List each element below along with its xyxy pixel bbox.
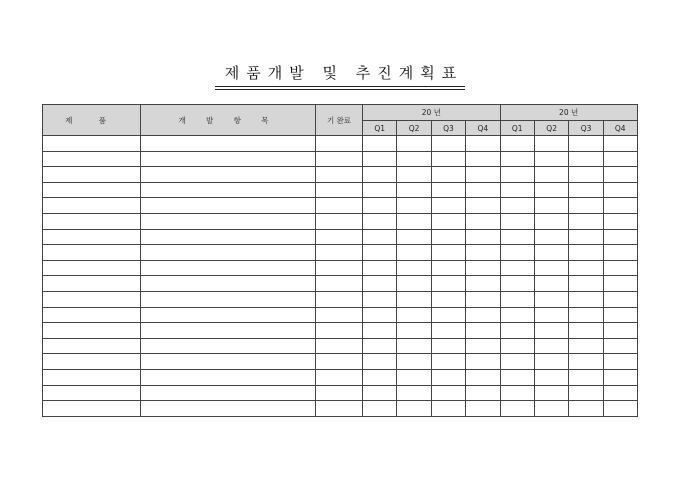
cell-year2-q3[interactable] [569,136,603,152]
cell-product[interactable] [43,151,141,167]
cell-year2-q2[interactable] [534,260,568,276]
cell-deadline[interactable] [316,182,363,198]
header-year2-q2: Q2 [534,121,568,136]
cell-year1-q2[interactable] [397,213,431,229]
cell-year2-q2[interactable] [534,198,568,214]
table-row [43,291,638,307]
plan-table-body [43,136,638,417]
cell-year2-q2[interactable] [534,385,568,401]
header-deadline: 기 완료 [316,105,363,136]
cell-year1-q4[interactable] [466,323,500,339]
cell-year1-q3[interactable] [431,167,465,183]
cell-year1-q3[interactable] [431,276,465,292]
cell-year2-q1[interactable] [500,182,534,198]
cell-year1-q1[interactable] [363,229,397,245]
cell-year2-q4[interactable] [603,167,637,183]
cell-product[interactable] [43,198,141,214]
cell-year2-q1[interactable] [500,198,534,214]
cell-year1-q4[interactable] [466,354,500,370]
table-row [43,323,638,339]
cell-year1-q2[interactable] [397,385,431,401]
cell-deadline[interactable] [316,369,363,385]
cell-product[interactable] [43,291,141,307]
table-row [43,151,638,167]
cell-year2-q3[interactable] [569,401,603,417]
cell-year1-q2[interactable] [397,307,431,323]
cell-deadline[interactable] [316,213,363,229]
cell-product[interactable] [43,167,141,183]
cell-year1-q2[interactable] [397,291,431,307]
table-row [43,167,638,183]
cell-year1-q2[interactable] [397,167,431,183]
cell-year2-q2[interactable] [534,229,568,245]
table-row [43,136,638,152]
cell-product[interactable] [43,260,141,276]
cell-year1-q4[interactable] [466,198,500,214]
cell-deadline[interactable] [316,151,363,167]
cell-year1-q3[interactable] [431,291,465,307]
cell-year1-q1[interactable] [363,213,397,229]
cell-product[interactable] [43,369,141,385]
cell-product[interactable] [43,385,141,401]
cell-year2-q4[interactable] [603,182,637,198]
cell-year2-q3[interactable] [569,354,603,370]
cell-year1-q1[interactable] [363,276,397,292]
cell-year2-q1[interactable] [500,229,534,245]
cell-year1-q3[interactable] [431,229,465,245]
cell-year1-q3[interactable] [431,151,465,167]
cell-year1-q3[interactable] [431,338,465,354]
cell-year1-q3[interactable] [431,323,465,339]
cell-dev-item[interactable] [141,385,316,401]
cell-year2-q3[interactable] [569,385,603,401]
cell-year1-q2[interactable] [397,338,431,354]
cell-year2-q1[interactable] [500,323,534,339]
cell-product[interactable] [43,338,141,354]
cell-year2-q1[interactable] [500,338,534,354]
cell-year2-q4[interactable] [603,151,637,167]
cell-dev-item[interactable] [141,291,316,307]
cell-year2-q4[interactable] [603,213,637,229]
cell-year1-q2[interactable] [397,198,431,214]
cell-dev-item[interactable] [141,213,316,229]
cell-year2-q2[interactable] [534,338,568,354]
cell-year2-q2[interactable] [534,354,568,370]
cell-year2-q3[interactable] [569,338,603,354]
cell-year1-q2[interactable] [397,151,431,167]
cell-year2-q2[interactable] [534,401,568,417]
cell-year1-q1[interactable] [363,182,397,198]
cell-year1-q2[interactable] [397,323,431,339]
cell-year2-q2[interactable] [534,151,568,167]
cell-year1-q2[interactable] [397,369,431,385]
table-row [43,354,638,370]
plan-table [42,104,638,417]
cell-product[interactable] [43,354,141,370]
cell-year1-q3[interactable] [431,354,465,370]
cell-year2-q3[interactable] [569,182,603,198]
cell-product[interactable] [43,276,141,292]
cell-year2-q2[interactable] [534,167,568,183]
table-row [43,338,638,354]
cell-year2-q4[interactable] [603,307,637,323]
header-year1-q1: Q1 [363,121,397,136]
cell-year2-q2[interactable] [534,136,568,152]
cell-year1-q4[interactable] [466,229,500,245]
cell-year2-q4[interactable] [603,260,637,276]
cell-year1-q1[interactable] [363,401,397,417]
cell-deadline[interactable] [316,167,363,183]
cell-dev-item[interactable] [141,136,316,152]
table-row [43,401,638,417]
cell-deadline[interactable] [316,401,363,417]
cell-year1-q3[interactable] [431,260,465,276]
cell-product[interactable] [43,245,141,261]
cell-dev-item[interactable] [141,260,316,276]
cell-deadline[interactable] [316,354,363,370]
header-product: 제 품 [43,105,141,136]
cell-year1-q4[interactable] [466,136,500,152]
cell-year2-q3[interactable] [569,291,603,307]
cell-year1-q2[interactable] [397,245,431,261]
cell-year1-q4[interactable] [466,385,500,401]
cell-year1-q3[interactable] [431,385,465,401]
cell-year1-q2[interactable] [397,401,431,417]
table-row [43,198,638,214]
cell-deadline[interactable] [316,198,363,214]
cell-dev-item[interactable] [141,338,316,354]
cell-deadline[interactable] [316,229,363,245]
cell-deadline[interactable] [316,136,363,152]
cell-year2-q4[interactable] [603,323,637,339]
cell-year1-q2[interactable] [397,260,431,276]
cell-year2-q4[interactable] [603,136,637,152]
cell-product[interactable] [43,213,141,229]
cell-year1-q1[interactable] [363,291,397,307]
cell-year2-q4[interactable] [603,338,637,354]
header-year1-q3: Q3 [431,121,465,136]
cell-year1-q3[interactable] [431,401,465,417]
cell-year1-q4[interactable] [466,151,500,167]
cell-year1-q4[interactable] [466,276,500,292]
header-year-1: 20 년 [363,105,501,121]
cell-year1-q3[interactable] [431,213,465,229]
cell-year2-q4[interactable] [603,291,637,307]
cell-product[interactable] [43,323,141,339]
cell-year2-q2[interactable] [534,323,568,339]
cell-year2-q1[interactable] [500,307,534,323]
cell-year2-q3[interactable] [569,276,603,292]
cell-year1-q3[interactable] [431,198,465,214]
cell-deadline[interactable] [316,291,363,307]
cell-year1-q4[interactable] [466,260,500,276]
cell-year2-q1[interactable] [500,276,534,292]
cell-year1-q1[interactable] [363,151,397,167]
header-year2-q4: Q4 [603,121,637,136]
cell-year2-q3[interactable] [569,213,603,229]
cell-year1-q3[interactable] [431,136,465,152]
cell-year2-q2[interactable] [534,276,568,292]
cell-deadline[interactable] [316,276,363,292]
cell-year1-q4[interactable] [466,338,500,354]
cell-year1-q1[interactable] [363,338,397,354]
cell-year1-q2[interactable] [397,354,431,370]
cell-year2-q3[interactable] [569,151,603,167]
cell-year2-q3[interactable] [569,369,603,385]
cell-product[interactable] [43,307,141,323]
cell-year1-q3[interactable] [431,245,465,261]
cell-year2-q1[interactable] [500,291,534,307]
cell-year1-q4[interactable] [466,291,500,307]
cell-year2-q4[interactable] [603,354,637,370]
cell-deadline[interactable] [316,245,363,261]
cell-year1-q1[interactable] [363,369,397,385]
cell-year1-q4[interactable] [466,182,500,198]
cell-dev-item[interactable] [141,229,316,245]
cell-dev-item[interactable] [141,198,316,214]
cell-year2-q1[interactable] [500,136,534,152]
cell-deadline[interactable] [316,323,363,339]
cell-dev-item[interactable] [141,245,316,261]
cell-year2-q1[interactable] [500,245,534,261]
cell-year2-q4[interactable] [603,401,637,417]
cell-year1-q4[interactable] [466,167,500,183]
cell-year2-q3[interactable] [569,260,603,276]
table-row [43,213,638,229]
cell-year2-q4[interactable] [603,385,637,401]
document-title: 제품개발 및 추진계획표 [215,62,465,87]
cell-year2-q1[interactable] [500,401,534,417]
cell-year1-q3[interactable] [431,307,465,323]
cell-deadline[interactable] [316,260,363,276]
cell-dev-item[interactable] [141,151,316,167]
cell-year1-q1[interactable] [363,260,397,276]
cell-product[interactable] [43,229,141,245]
cell-year1-q4[interactable] [466,307,500,323]
cell-year2-q2[interactable] [534,369,568,385]
cell-year1-q3[interactable] [431,182,465,198]
cell-year2-q3[interactable] [569,229,603,245]
cell-year1-q1[interactable] [363,198,397,214]
cell-year2-q4[interactable] [603,369,637,385]
cell-year2-q3[interactable] [569,245,603,261]
cell-year2-q1[interactable] [500,385,534,401]
cell-year2-q1[interactable] [500,167,534,183]
cell-deadline[interactable] [316,385,363,401]
cell-year2-q2[interactable] [534,307,568,323]
cell-year2-q3[interactable] [569,323,603,339]
cell-deadline[interactable] [316,338,363,354]
header-year2-q1: Q1 [500,121,534,136]
header-year-2: 20 년 [500,105,637,121]
cell-year2-q1[interactable] [500,151,534,167]
cell-year1-q1[interactable] [363,323,397,339]
cell-year1-q4[interactable] [466,369,500,385]
cell-product[interactable] [43,401,141,417]
table-row [43,307,638,323]
cell-year1-q4[interactable] [466,401,500,417]
cell-year1-q2[interactable] [397,276,431,292]
cell-deadline[interactable] [316,307,363,323]
cell-year1-q4[interactable] [466,213,500,229]
cell-year2-q1[interactable] [500,369,534,385]
cell-year2-q2[interactable] [534,213,568,229]
table-row [43,276,638,292]
cell-year1-q1[interactable] [363,385,397,401]
table-row [43,245,638,261]
cell-year2-q2[interactable] [534,182,568,198]
cell-year1-q2[interactable] [397,182,431,198]
cell-dev-item[interactable] [141,276,316,292]
cell-product[interactable] [43,136,141,152]
cell-dev-item[interactable] [141,182,316,198]
cell-year2-q4[interactable] [603,229,637,245]
header-dev-item: 개 발 항 목 [141,105,316,136]
table-row [43,385,638,401]
cell-dev-item[interactable] [141,323,316,339]
cell-year2-q1[interactable] [500,213,534,229]
cell-year2-q3[interactable] [569,307,603,323]
table-row [43,369,638,385]
header-year2-q3: Q3 [569,121,603,136]
cell-year2-q4[interactable] [603,198,637,214]
cell-year1-q1[interactable] [363,307,397,323]
cell-product[interactable] [43,182,141,198]
title-area [0,62,680,87]
cell-year1-q2[interactable] [397,229,431,245]
cell-year1-q1[interactable] [363,167,397,183]
cell-dev-item[interactable] [141,369,316,385]
header-year1-q4: Q4 [466,121,500,136]
cell-year1-q2[interactable] [397,136,431,152]
cell-dev-item[interactable] [141,167,316,183]
cell-year2-q2[interactable] [534,291,568,307]
table-row [43,229,638,245]
table-row [43,260,638,276]
cell-year1-q1[interactable] [363,136,397,152]
cell-year1-q3[interactable] [431,369,465,385]
cell-dev-item[interactable] [141,354,316,370]
cell-year2-q1[interactable] [500,260,534,276]
cell-year1-q1[interactable] [363,245,397,261]
cell-year2-q1[interactable] [500,354,534,370]
header-year1-q2: Q2 [397,121,431,136]
cell-year1-q4[interactable] [466,245,500,261]
cell-year2-q3[interactable] [569,167,603,183]
cell-dev-item[interactable] [141,401,316,417]
cell-dev-item[interactable] [141,307,316,323]
cell-year2-q4[interactable] [603,245,637,261]
table-row [43,182,638,198]
cell-year2-q2[interactable] [534,245,568,261]
cell-year2-q4[interactable] [603,276,637,292]
cell-year2-q3[interactable] [569,198,603,214]
cell-year1-q1[interactable] [363,354,397,370]
